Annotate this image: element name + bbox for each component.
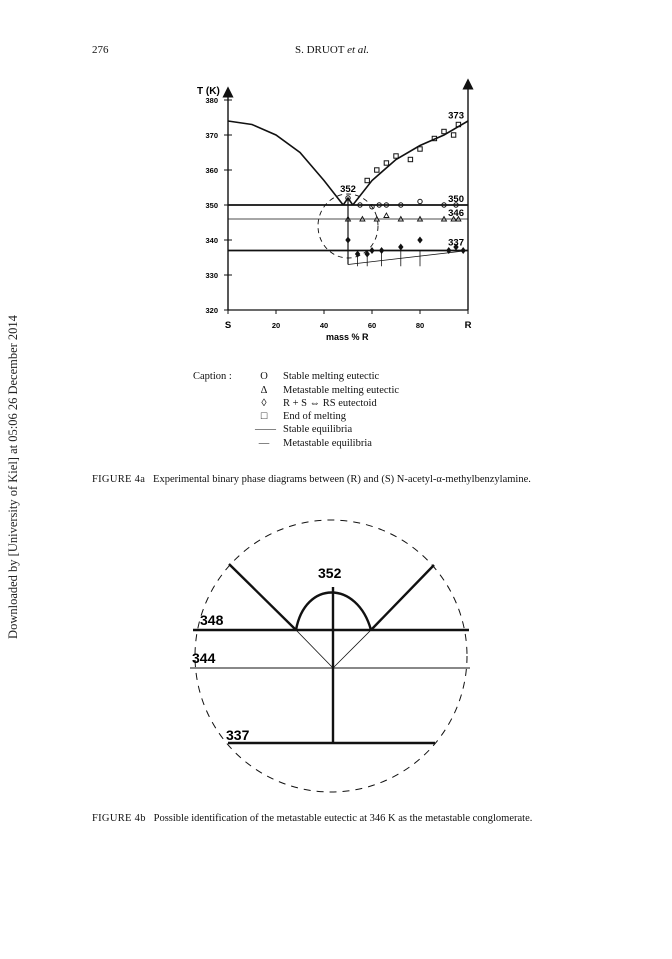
annotation-label: 373 [448,110,464,122]
y-tick-label: 360 [205,166,218,175]
triangle-icon: Δ [260,385,268,396]
thin-diag-right [333,630,371,668]
y-tick-label: 380 [205,96,218,105]
y-tick-label: 370 [205,131,218,140]
x-axis-title: mass % R [326,332,369,342]
figure-4a-text: Experimental binary phase diagrams between (R) and (S) N-acetyl-α-methylbenzylamine. [153,474,531,485]
x-tick-label: 20 [271,321,281,330]
figure-4b-label: FIGURE 4b [92,813,146,824]
legend-title: Caption : [193,371,232,382]
label-344: 344 [192,650,216,666]
thin-diag-left [296,630,333,668]
annotation-label: 337 [448,237,464,249]
page-number: 276 [92,44,109,56]
x-tick-label: 40 [319,321,329,330]
x-tick-label: 80 [415,321,425,330]
annotation-label: 350 [448,194,464,205]
figure-4a-label: FIGURE 4a [92,474,146,485]
thick-line-icon: —— [255,424,276,435]
y-tick-label: 340 [205,236,218,245]
legend-label: R + S ⇔ RS eutectoid [283,398,377,409]
annotation-label: 352 [340,184,356,195]
y-tick-label: 350 [205,201,218,210]
circle-icon: O [260,371,268,382]
y-axis-title: T (K) [197,86,220,97]
label-352: 352 [318,565,342,581]
right-liquidus-line [371,565,434,630]
x-tick-label: 60 [367,321,377,330]
legend-label: End of melting [283,411,346,422]
legend-label: Stable equilibria [283,424,353,435]
y-tick-label: 330 [205,271,218,280]
legend-label: Metastable equilibria [283,438,372,449]
running-head-authors: S. DRUOT [295,44,348,56]
x-tick-label: S [224,320,232,331]
diamond-icon: ◊ [261,398,267,409]
y-tick-label: 320 [205,306,218,315]
thin-line-icon: — [258,438,270,449]
running-head-etal: et al. [347,44,370,56]
legend-label: Stable melting eutectic [283,371,380,382]
left-liquidus-line [229,564,296,630]
download-watermark: Downloaded by [University of Kiel] at 05:06 26 December 2014 [6,315,20,639]
dashed-circle [195,520,467,792]
legend-label: Metastable melting eutectic [283,385,400,396]
annotation-label: 346 [448,208,464,219]
figure-4b-text: Possible identification of the metastable eutectic at 346 K as the metastable conglomerate. [153,813,533,824]
label-348: 348 [200,612,224,628]
figure-4b-caption [92,813,532,824]
x-tick-label: R [464,320,472,331]
square-icon: □ [260,411,268,422]
label-337: 337 [226,727,250,743]
